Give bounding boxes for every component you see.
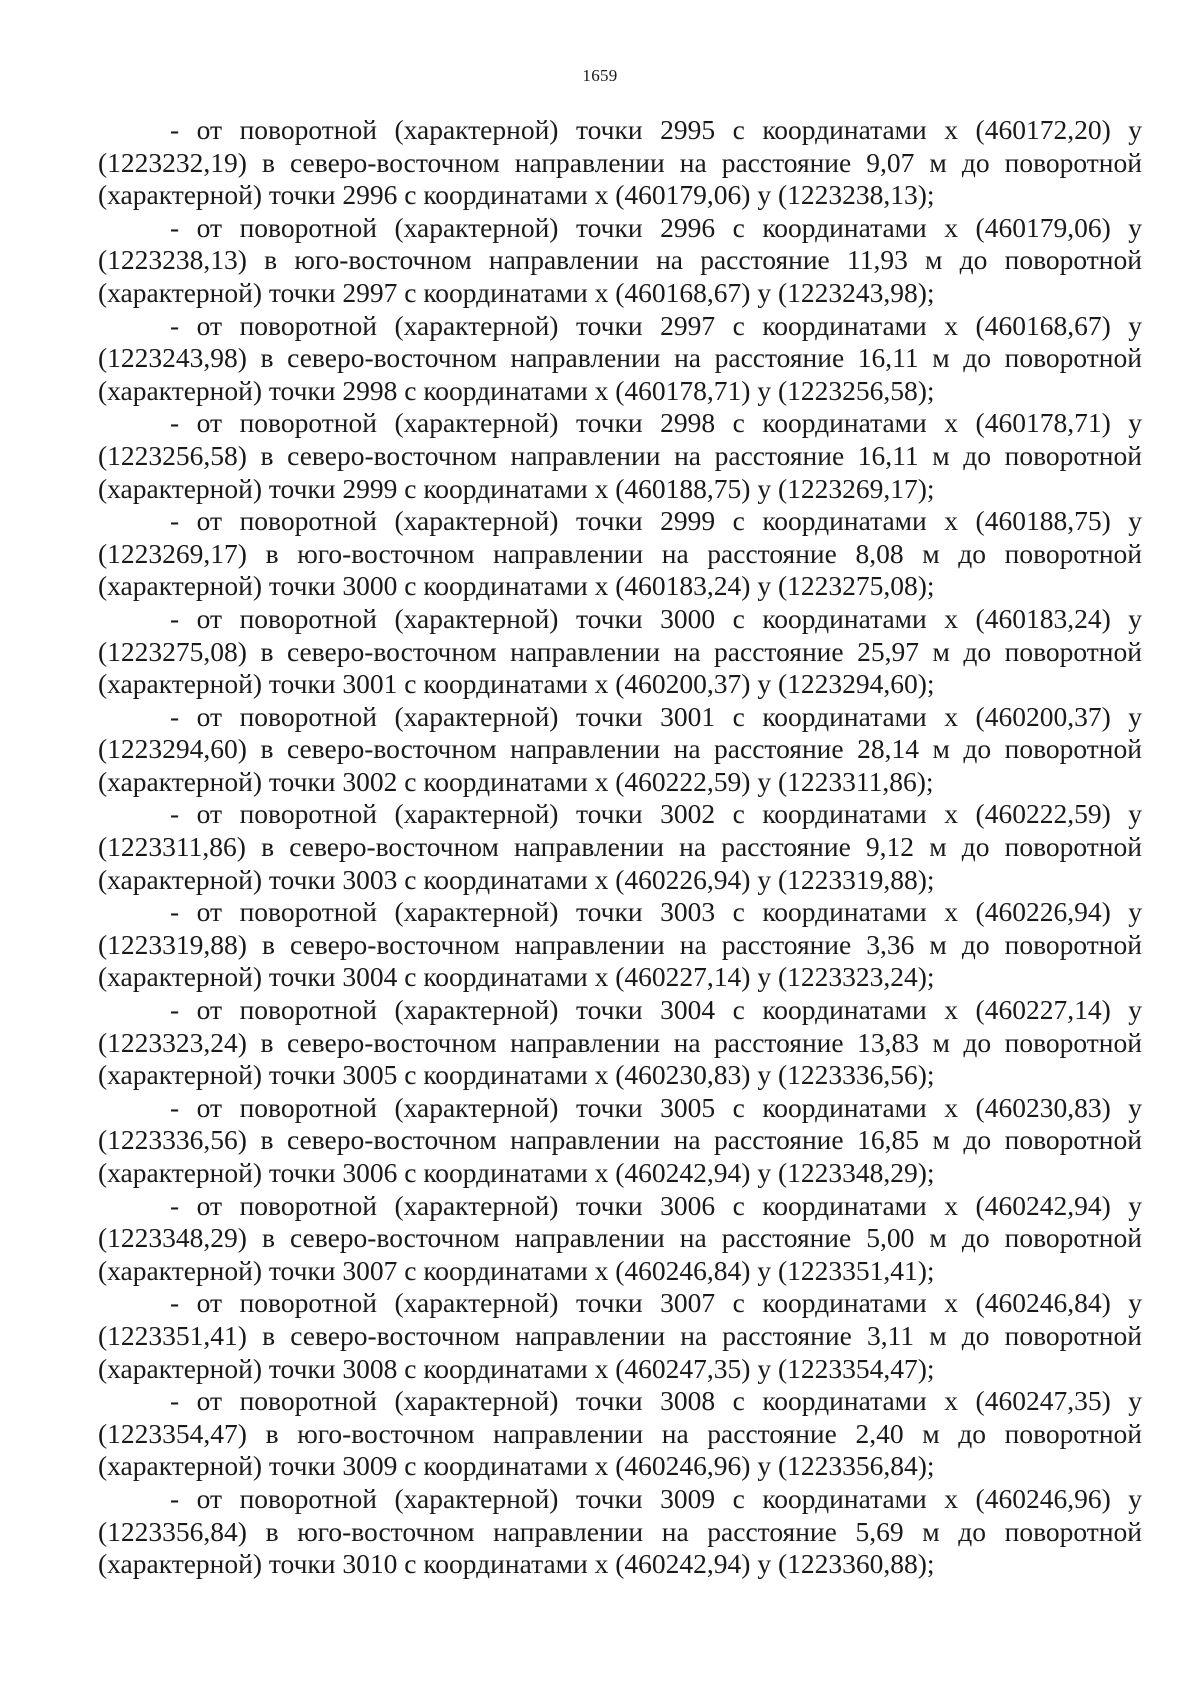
boundary-segment-paragraph: - от поворотной (характерной) точки 3002 с координатами х (460222,59) у (1223311,86) в северо-восточном направлении на расстояние 9,12 м до поворотной (характерной) точки 3003 с координатами х (460226,94) у (1223319,88);	[98, 798, 1142, 895]
boundary-segment-paragraph: - от поворотной (характерной) точки 3000 с координатами х (460183,24) у (1223275,08) в северо-восточном направлении на расстояние 25,97 м до поворотной (характерной) точки 3001 с координатами х (460200,37) у (1223294,60);	[98, 602, 1142, 700]
boundary-description	[98, 114, 1142, 1581]
boundary-segment-paragraph: - от поворотной (характерной) точки 3009 с координатами х (460246,96) у (1223356,84) в юго-восточном направлении на расстояние 5,69 м до поворотной (характерной) точки 3010 с координатами х (460242,94) у (1223360,88);	[98, 1482, 1142, 1580]
boundary-segment-paragraph: - от поворотной (характерной) точки 2997 с координатами х (460168,67) у (1223243,98) в северо-восточном направлении на расстояние 16,11 м до поворотной (характерной) точки 2998 с координатами х (460178,71) у (1223256,58);	[98, 309, 1142, 406]
page-number: 1659	[582, 66, 618, 85]
boundary-segment-paragraph: - от поворотной (характерной) точки 3006 с координатами х (460242,94) у (1223348,29) в северо-восточном направлении на расстояние 5,00 м до поворотной (характерной) точки 3007 с координатами х (460246,84) у (1223351,41);	[98, 1189, 1142, 1286]
boundary-segment-paragraph: - от поворотной (характерной) точки 3008 с координатами х (460247,35) у (1223354,47) в юго-восточном направлении на расстояние 2,40 м до поворотной (характерной) точки 3009 с координатами х (460246,96) у (1223356,84);	[98, 1385, 1142, 1482]
boundary-segment-paragraph: - от поворотной (характерной) точки 3004 с координатами х (460227,14) у (1223323,24) в северо-восточном направлении на расстояние 13,83 м до поворотной (характерной) точки 3005 с координатами х (460230,83) у (1223336,56);	[98, 994, 1142, 1091]
boundary-segment-paragraph: - от поворотной (характерной) точки 2998 с координатами х (460178,71) у (1223256,58) в северо-восточном направлении на расстояние 16,11 м до поворотной (характерной) точки 2999 с координатами х (460188,75) у (1223269,17);	[98, 407, 1142, 504]
boundary-segment-paragraph: - от поворотной (характерной) точки 3005 с координатами х (460230,83) у (1223336,56) в северо-восточном направлении на расстояние 16,85 м до поворотной (характерной) точки 3006 с координатами х (460242,94) у (1223348,29);	[98, 1091, 1142, 1188]
boundary-segment-paragraph: - от поворотной (характерной) точки 2996 с координатами х (460179,06) у (1223238,13) в юго-восточном направлении на расстояние 11,93 м до поворотной (характерной) точки 2997 с координатами х (460168,67) у (1223243,98);	[98, 211, 1142, 308]
boundary-segment-paragraph: - от поворотной (характерной) точки 2995 с координатами х (460172,20) у (1223232,19) в северо-восточном направлении на расстояние 9,07 м до поворотной (характерной) точки 2996 с координатами х (460179,06) у (1223238,13);	[98, 114, 1142, 211]
boundary-segment-paragraph: - от поворотной (характерной) точки 3007 с координатами х (460246,84) у (1223351,41) в северо-восточном направлении на расстояние 3,11 м до поворотной (характерной) точки 3008 с координатами х (460247,35) у (1223354,47);	[98, 1287, 1142, 1384]
boundary-segment-paragraph: - от поворотной (характерной) точки 3003 с координатами х (460226,94) у (1223319,88) в северо-восточном направлении на расстояние 3,36 м до поворотной (характерной) точки 3004 с координатами х (460227,14) у (1223323,24);	[98, 896, 1142, 993]
boundary-segment-paragraph: - от поворотной (характерной) точки 2999 с координатами х (460188,75) у (1223269,17) в юго-восточном направлении на расстояние 8,08 м до поворотной (характерной) точки 3000 с координатами х (460183,24) у (1223275,08);	[98, 505, 1142, 602]
boundary-segment-paragraph: - от поворотной (характерной) точки 3001 с координатами х (460200,37) у (1223294,60) в северо-восточном направлении на расстояние 28,14 м до поворотной (характерной) точки 3002 с координатами х (460222,59) у (1223311,86);	[98, 700, 1142, 797]
